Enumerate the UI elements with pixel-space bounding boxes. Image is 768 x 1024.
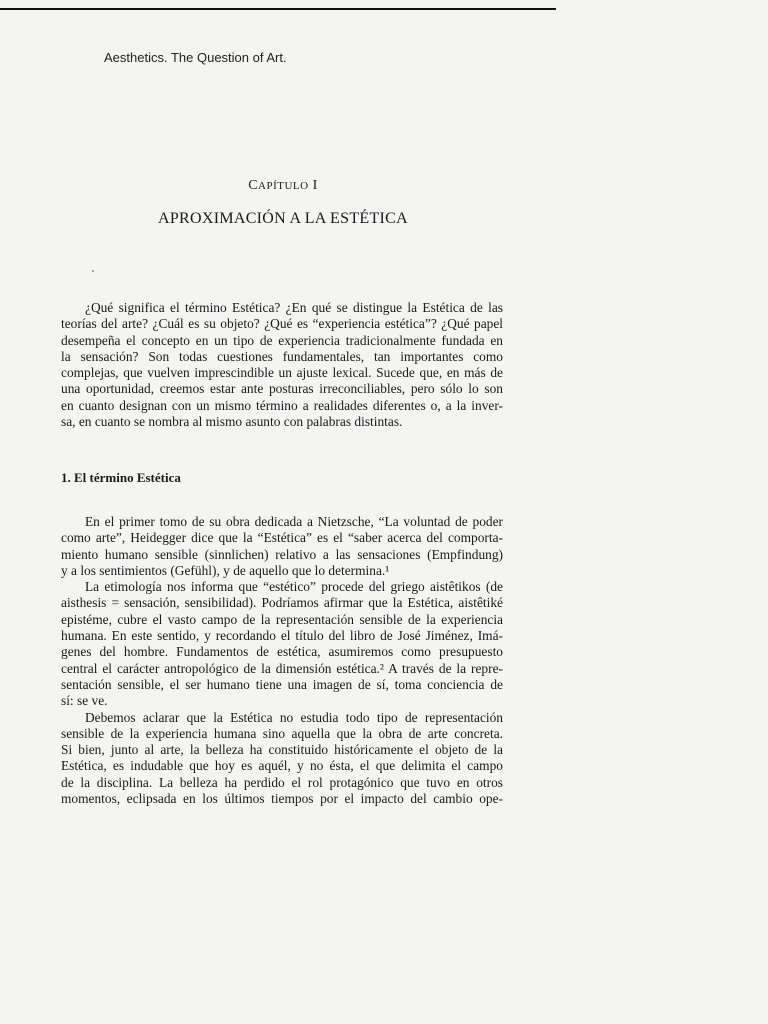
text-line: miento humano sensible (sinnlichen) relativo a las sensaciones (Empfindung) [61, 546, 503, 562]
text-line: de la disciplina. La belleza ha perdido el rol protagónico que tuvo en otros [61, 774, 503, 790]
text-line: aisthesis = sensación, sensibilidad). Podríamos afirmar que la Estética, aistêtiké [61, 595, 503, 611]
text-line: momentos, eclipsada en los últimos tiempos por el impacto del cambio ope- [61, 791, 503, 807]
body-text [61, 514, 503, 807]
chapter-title: APROXIMACIÓN A LA ESTÉTICA [157, 210, 409, 227]
text-line: En el primer tomo de su obra dedicada a Nietzsche, “La voluntad de poder [85, 514, 503, 529]
text-line: sa, en cuanto se nombra al mismo asunto con palabras distintas. [61, 414, 403, 430]
text-line: sentación sensible, el ser humano tiene una imagen de sí, toma conciencia de [61, 676, 503, 692]
section-heading: 1. El término Estética [61, 470, 181, 485]
text-line: central el carácter antropológico de la dimensión estética.² A través de la repre- [61, 660, 503, 676]
text-line: Debemos aclarar que la Estética no estudia todo tipo de representación [85, 709, 503, 725]
text-line: complejas, que vuelven imprescindible un ajuste lexical. Sucede que, en más de [61, 365, 503, 381]
text-line: La etimología nos informa que “estético” procede del griego aistêtikos (de [85, 579, 503, 595]
text-line: sensible de la experiencia humana sino aquella que la obra de arte concreta. [61, 725, 503, 741]
chapter-label [0, 178, 566, 194]
text-line: en cuanto designan con un mismo término a realidades diferentes o, a la inver- [61, 397, 503, 413]
text-line: sí: se ve. [61, 693, 108, 709]
text-line: genes del hombre. Fundamentos de estética, asumiremos como presupuesto [61, 644, 503, 660]
text-line: la sensación? Son todas cuestiones fundamentales, tan importantes como [61, 348, 503, 364]
stray-dot [92, 270, 94, 272]
text-line: epistéme, cubre el vasto campo de la representación sensible de la experiencia [61, 611, 503, 627]
text-line: una oportunidad, creemos estar ante posturas irreconciliables, pero sólo lo son [61, 381, 503, 397]
intro-paragraph [61, 300, 503, 430]
text-line: como arte”, Heidegger dice que la “Estética” es el “saber acerca del comporta- [61, 530, 503, 546]
text-line: humana. En este sentido, y recordando el título del libro de José Jiménez, Imá- [61, 628, 503, 644]
chapter-label-initial: C [248, 178, 259, 193]
text-line: Estética, es indudable que hoy es aquél, y no ésta, el que delimita el campo [61, 758, 503, 774]
running-head: Aesthetics. The Question of Art. [104, 50, 287, 65]
chapter-number: I [312, 178, 318, 193]
top-rule [0, 8, 556, 10]
text-line: Si bien, junto al arte, la belleza ha constituido históricamente el objeto de la [61, 742, 503, 758]
text-line: y a los sentimientos (Gefühl), y de aquello que lo determina.¹ [61, 562, 390, 578]
text-line: teorías del arte? ¿Cuál es su objeto? ¿Qué es “experiencia estética”? ¿Qué papel [61, 316, 503, 332]
text-line: desempeña el concepto en un tipo de experiencia tradicionalmente fundada en [61, 332, 503, 348]
text-line: ¿Qué significa el término Estética? ¿En qué se distingue la Estética de las [85, 300, 503, 315]
chapter-label-rest: APÍTULO [258, 180, 309, 192]
